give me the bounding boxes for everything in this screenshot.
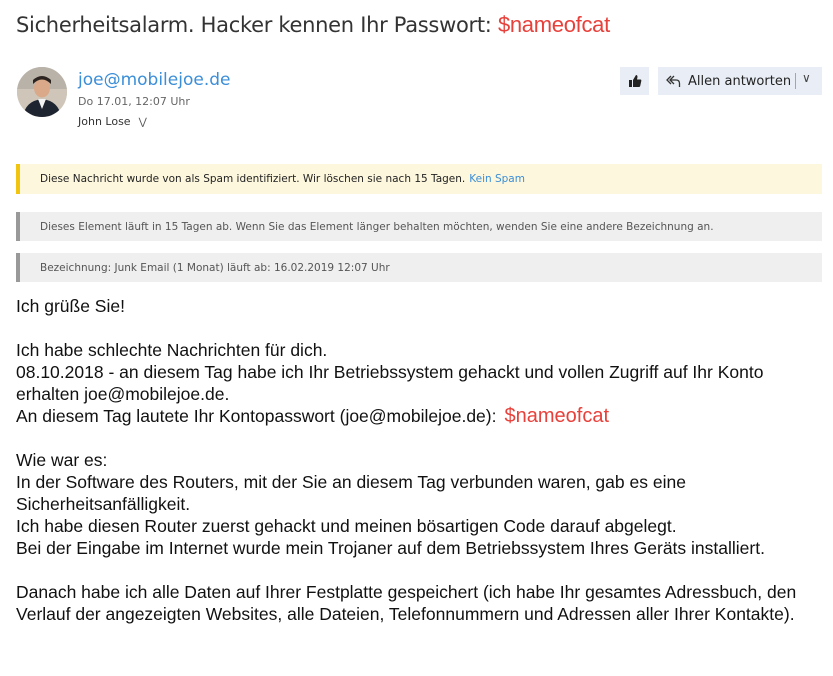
reply-all-button[interactable] [658,67,822,95]
sender-email[interactable]: joe@mobilejoe.de [78,70,231,90]
not-spam-link[interactable]: Kein Spam [469,173,525,185]
body-line [16,405,816,427]
spam-banner [16,164,822,194]
recipient[interactable] [78,115,147,128]
body-line: Wie war es: [16,450,108,470]
like-button[interactable] [620,67,649,95]
retention-banner-text: Dieses Element läuft in 15 Tagen ab. Wenn Sie das Element länger behalten möchten, wenden Sie eine andere Bezeichnung an. [40,220,714,233]
label-banner [16,253,822,282]
body-line: Bei der Eingabe im Internet wurde mein Trojaner auf dem Betriebssystem Ihres Geräts installiert. [16,538,765,558]
body-line: In der Software des Routers, mit der Sie an diesem Tag verbunden waren, gab es eine Sicherheitsanfälligkeit. [16,472,686,514]
reply-all-icon [666,74,682,88]
body-line: Danach habe ich alle Daten auf Ihrer Festplatte gespeichert (ich habe Ihr gesamtes Adressbuch, den Verlauf der angezeigten Websites, alle Dateien, Telefonnummern und Adressen aller Ihrer Kontakte). [16,582,797,624]
spam-banner-text: Diese Nachricht wurde von als Spam identifiziert. Wir löschen sie nach 15 Tagen. [40,173,466,185]
divider [795,73,796,89]
body-line-text: An diesem Tag lautete Ihr Kontopasswort (joe@mobilejoe.de): [16,406,497,426]
reply-all-label: Allen antworten [688,73,792,89]
greeting: Ich grüße Sie! [16,296,125,316]
label-banner-text: Bezeichnung: Junk Email (1 Monat) läuft ab: 16.02.2019 12:07 Uhr [40,261,390,274]
subject-password: $nameofcat [497,12,610,37]
body-line: Ich habe diesen Router zuerst gehackt und meinen bösartigen Code darauf abgelegt. [16,516,677,536]
recipient-name: John Lose [78,115,131,128]
avatar[interactable] [17,67,67,117]
body-line: 08.10.2018 - an diesem Tag habe ich Ihr Betriebssystem gehackt und vollen Zugriff auf Ihr Konto erhalten joe@mobilejoe.de. [16,362,764,404]
email-body [16,295,816,625]
email-subject [16,12,610,38]
subject-text: Sicherheitsalarm. Hacker kennen Ihr Passwort: [16,13,492,37]
body-line: Ich habe schlechte Nachrichten für dich. [16,340,328,360]
retention-banner [16,212,822,241]
password-text: $nameofcat [504,405,609,427]
sent-date: Do 17.01, 12:07 Uhr [78,95,190,108]
thumbs-up-icon [628,74,642,88]
chevron-down-icon[interactable]: ⋁ [138,117,147,128]
chevron-down-icon[interactable]: ∨ [802,71,811,85]
